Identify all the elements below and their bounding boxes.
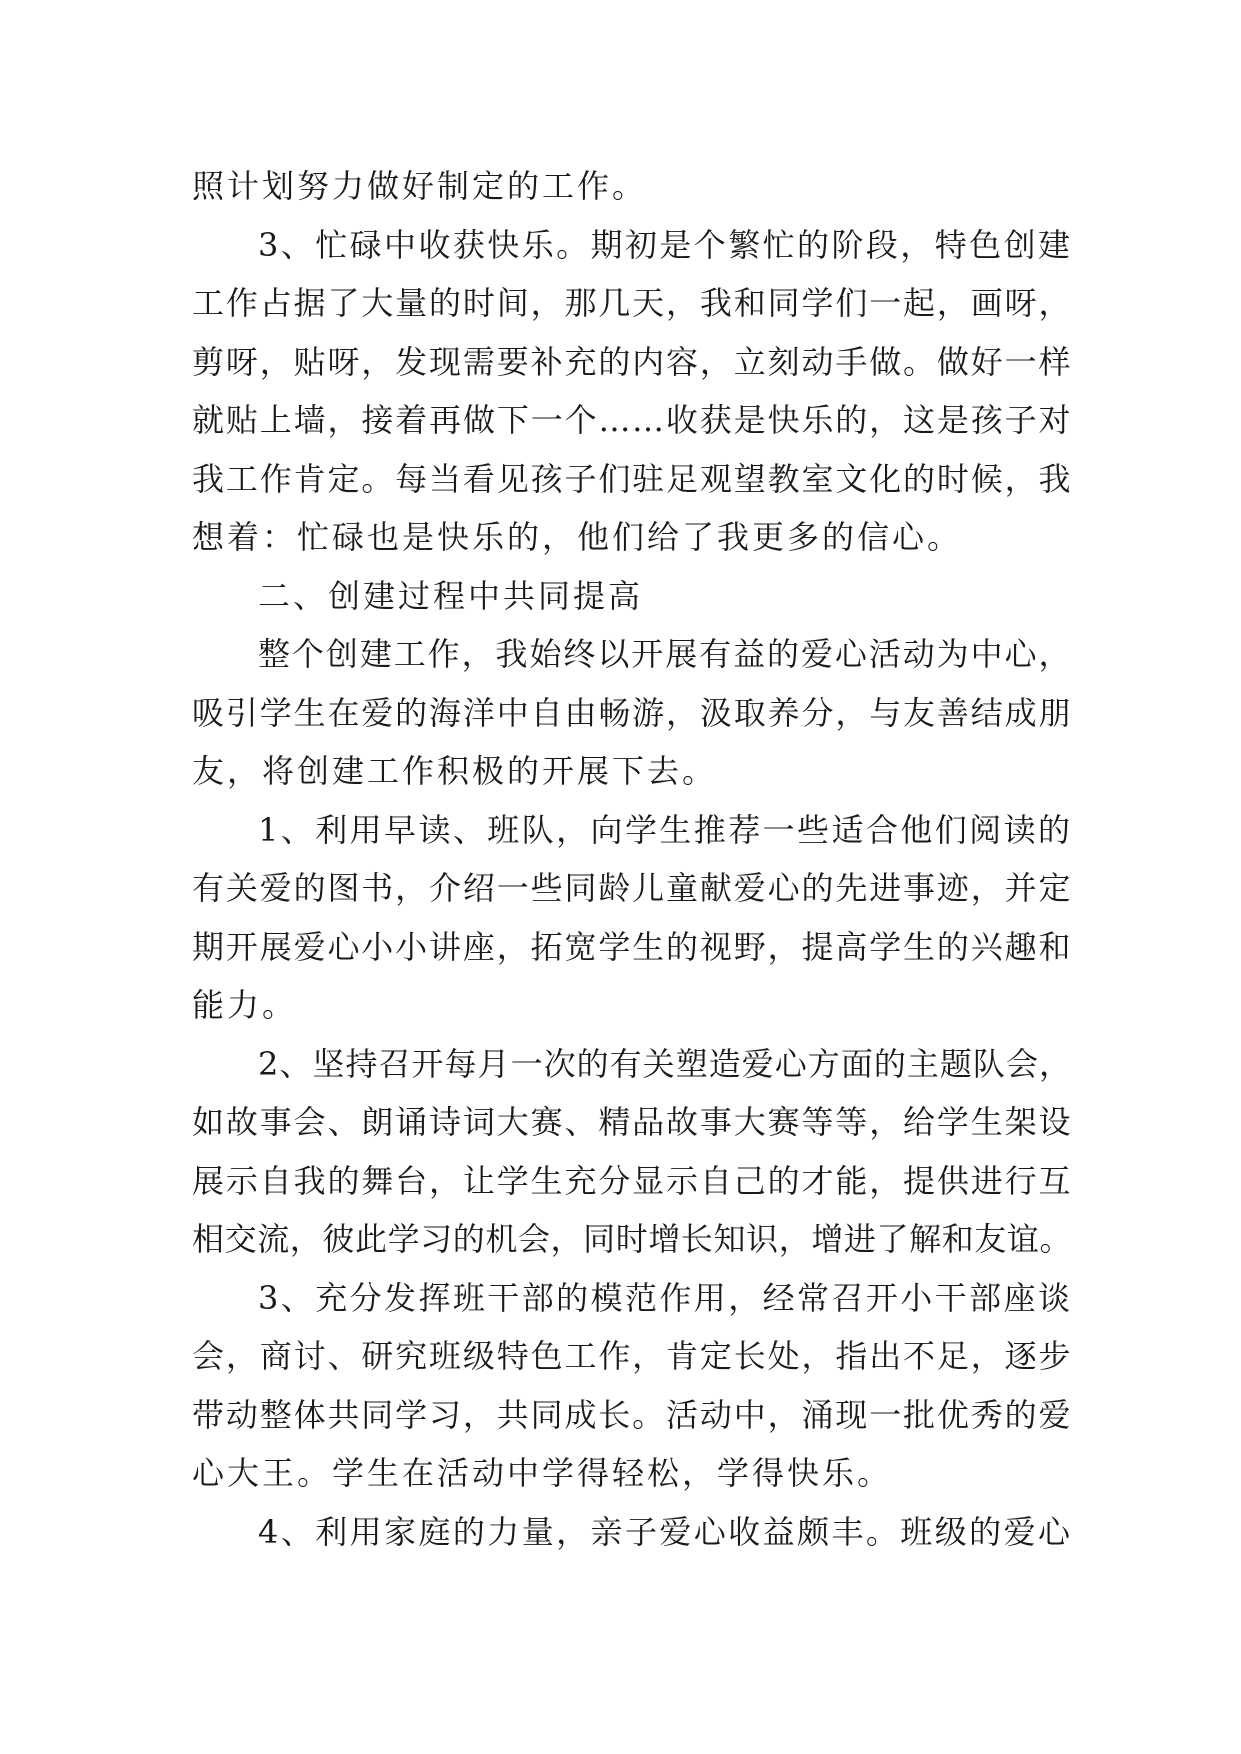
section-heading: 二、创建过程中共同提高 <box>258 576 644 615</box>
text-line-1: 照计划努力做好制定的工作。 <box>192 167 648 205</box>
text-line-10: 吸引学生在爱的海洋中自由畅游，汲取养分，与友善结成朋 <box>192 693 1072 732</box>
text-line-13: 有关爱的图书，介绍一些同龄儿童献爱心的先进事迹，并定 <box>192 869 1072 907</box>
text-line-18: 展示自我的舞台，让学生充分显示自己的才能，提供进行互 <box>192 1161 1072 1200</box>
document-body <box>192 157 1072 1561</box>
text-line-16: 2、坚持召开每月一次的有关塑造爱心方面的主题队会， <box>258 1044 1072 1083</box>
text-line-12: 1、利用早读、班队，向学生推荐一些适合他们阅读的 <box>258 810 1072 849</box>
text-line-17: 如故事会、朗诵诗词大赛、精品故事大赛等等，给学生架设 <box>192 1103 1072 1141</box>
text-line-14: 期开展爱心小小讲座，拓宽学生的视野，提高学生的兴趣和 <box>192 927 1072 966</box>
text-line-4: 剪呀，贴呀，发现需要补充的内容，立刻动手做。做好一样 <box>192 342 1072 381</box>
text-line-5: 就贴上墙，接着再做下一个……收获是快乐的，这是孩子对 <box>192 401 1072 439</box>
text-line-9: 整个创建工作，我始终以开展有益的爱心活动为中心， <box>258 635 1072 673</box>
text-line-19: 相交流，彼此学习的机会，同时增长知识，增进了解和友谊。 <box>192 1220 1072 1258</box>
text-line-3: 工作占据了大量的时间，那几天，我和同学们一起，画呀， <box>192 284 1072 322</box>
text-line-7: 想着：忙碌也是快乐的，他们给了我更多的信心。 <box>192 518 963 556</box>
text-line-20: 3、充分发挥班干部的模范作用，经常召开小干部座谈 <box>258 1278 1072 1317</box>
text-line-15: 能力。 <box>192 986 298 1024</box>
text-line-21: 会，商讨、研究班级特色工作，肯定长处，指出不足，逐步 <box>192 1337 1072 1375</box>
text-line-2: 3、忙碌中收获快乐。期初是个繁忙的阶段，特色创建 <box>258 225 1072 264</box>
text-line-6: 我工作肯定。每当看见孩子们驻足观望教室文化的时候，我 <box>192 459 1072 498</box>
text-line-23: 心大王。学生在活动中学得轻松，学得快乐。 <box>192 1454 893 1492</box>
text-line-22: 带动整体共同学习，共同成长。活动中，涌现一批优秀的爱 <box>192 1395 1072 1434</box>
text-line-24: 4、利用家庭的力量，亲子爱心收益颇丰。班级的爱心 <box>258 1512 1072 1551</box>
text-line-11: 友，将创建工作积极的开展下去。 <box>192 752 718 790</box>
